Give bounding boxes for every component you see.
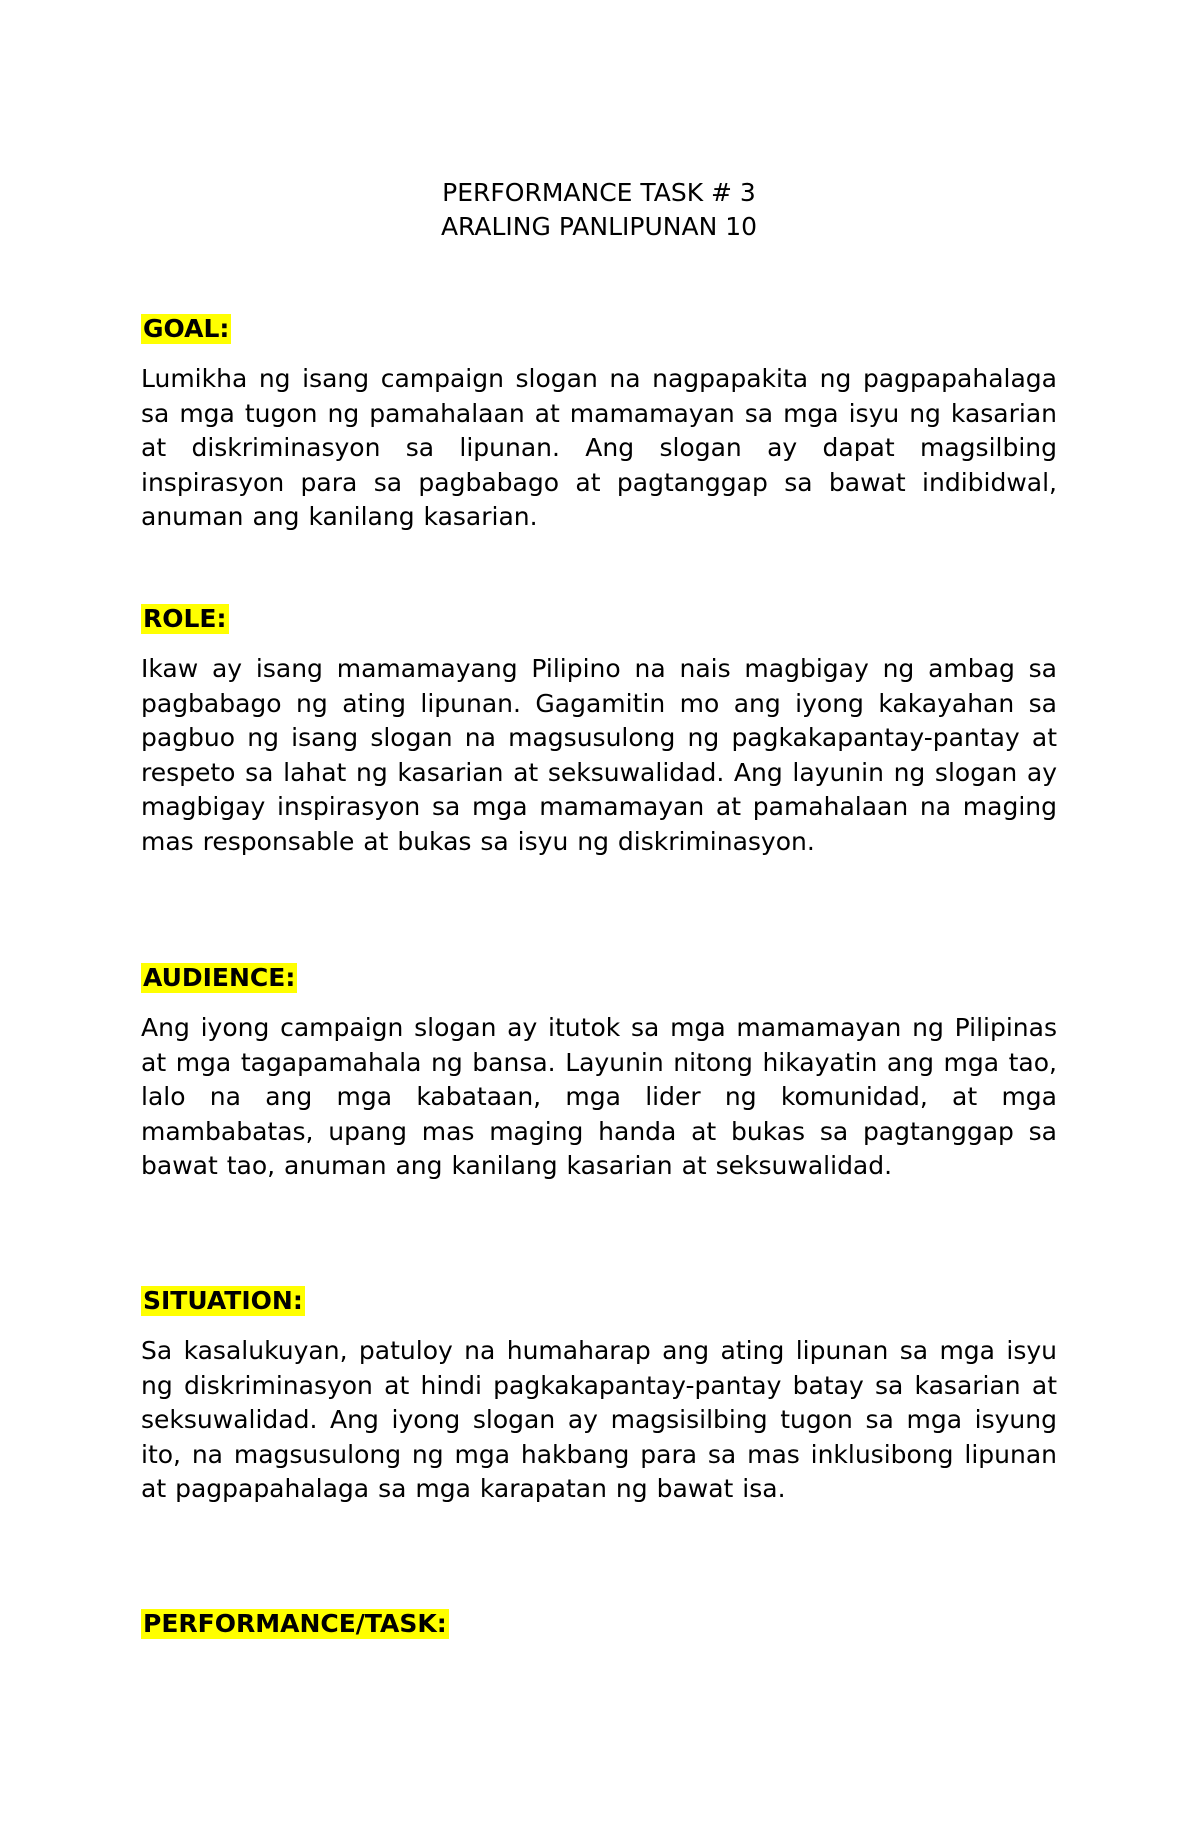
section-heading-role: ROLE:: [143, 604, 227, 633]
section-goal: [141, 314, 1057, 535]
section-role: [141, 604, 1057, 860]
section-heading-audience: AUDIENCE:: [143, 963, 296, 992]
section-body-goal: Lumikha ng isang campaign slogan na nagpapakita ng pagpapahalaga sa mga tugon ng pamahalaan at mamamayan sa mga isyu ng kasarian at diskriminasyon sa lipunan. Ang slogan ay dapat magsilbing inspirasyon para sa pagbabago at pagtanggap sa bawat indibidwal, anuman ang kanilang kasarian.: [141, 364, 1057, 532]
section-body-role: Ikaw ay isang mamamayang Pilipino na nais magbigay ng ambag sa pagbabago ng ating lipunan. Gagamitin mo ang iyong kakayahan sa pagbuo ng isang slogan na magsusulong ng pagkakapantay-pantay at respeto sa lahat ng kasarian at seksuwalidad. Ang layunin ng slogan ay magbigay inspirasyon sa mga mamamayan at pamahalaan na maging mas responsable at bukas sa isyu ng diskriminasyon.: [141, 654, 1057, 856]
section-heading-performance-task: PERFORMANCE/TASK:: [143, 1609, 447, 1638]
section-body-situation: Sa kasalukuyan, patuloy na humaharap ang ating lipunan sa mga isyu ng diskriminasyon at hindi pagkakapantay-pantay batay sa kasarian at seksuwalidad. Ang iyong slogan ay magsisilbing tugon sa mga isyung ito, na magsusulong ng mga hakbang para sa mas inklusibong lipunan at pagpapahalaga sa mga karapatan ng bawat isa.: [141, 1336, 1057, 1504]
section-heading-situation: SITUATION:: [143, 1286, 303, 1315]
document-title: PERFORMANCE TASK # 3: [442, 178, 756, 207]
section-situation: [141, 1286, 1057, 1507]
section-audience: [141, 963, 1057, 1184]
section-heading-goal: GOAL:: [143, 314, 230, 343]
section-performance-task: [141, 1609, 1057, 1639]
document-subtitle: ARALING PANLIPUNAN 10: [440, 212, 758, 241]
title-block: [141, 176, 1057, 244]
section-body-audience: Ang iyong campaign slogan ay itutok sa mga mamamayan ng Pilipinas at mga tagapamahala ng bansa. Layunin nitong hikayatin ang mga tao, lalo na ang mga kabataan, mga lider ng komunidad, at mga mambabatas, upang mas maging handa at bukas sa pagtanggap sa bawat tao, anuman ang kanilang kasarian at seksuwalidad.: [141, 1013, 1057, 1181]
